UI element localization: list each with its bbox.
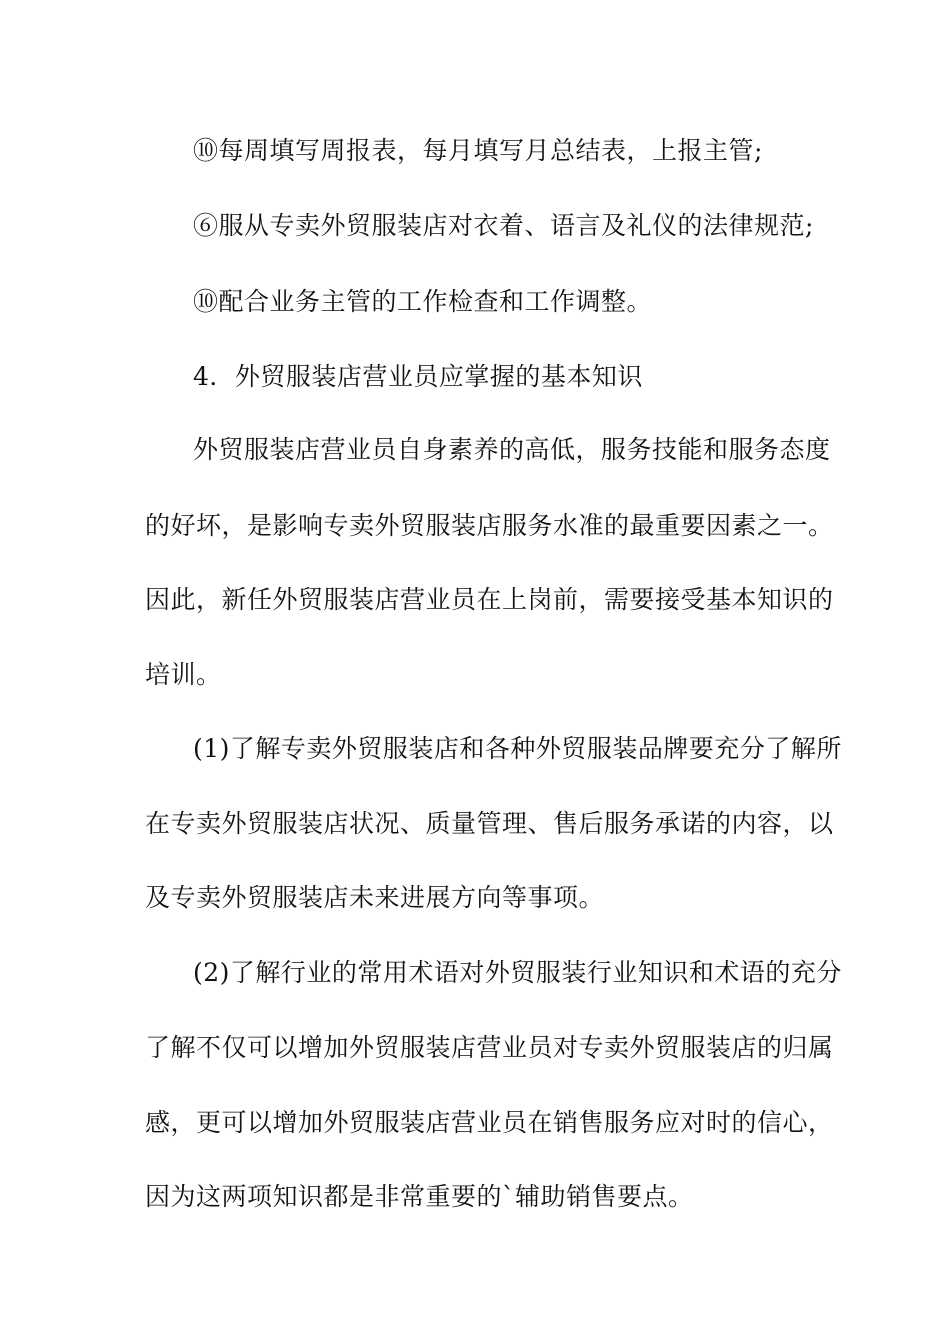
text-line: 外贸服装店营业员自身素养的高低，服务技能和服务态度	[193, 435, 831, 464]
text-line: ⑩每周填写周报表，每月填写月总结表，上报主管;	[193, 136, 763, 165]
text-line: (2)了解行业的常用术语对外贸服装行业知识和术语的充分	[193, 958, 842, 987]
text-line: 感，更可以增加外贸服装店营业员在销售服务应对时的信心，	[145, 1108, 834, 1137]
text-line: 培训。	[145, 660, 222, 689]
text-line: ⑩配合业务主管的工作检查和工作调整。	[193, 287, 653, 316]
text-line: (1)了解专卖外贸服装店和各种外贸服装品牌要充分了解所	[193, 734, 842, 763]
text-line: 在专卖外贸服装店状况、质量管理、售后服务承诺的内容，以	[145, 809, 834, 838]
text-line: 的好坏，是影响专卖外贸服装店服务水准的最重要因素之一。	[145, 511, 834, 540]
text-line: 因为这两项知识都是非常重要的`辅助销售要点。	[145, 1182, 694, 1211]
text-line: 了解不仅可以增加外贸服装店营业员对专卖外贸服装店的归属	[145, 1033, 834, 1062]
text-line: ⑥服从专卖外贸服装店对衣着、语言及礼仪的法律规范;	[193, 211, 814, 240]
text-line: 因此，新任外贸服装店营业员在上岗前，需要接受基本知识的	[145, 585, 834, 614]
section-heading: 4．外贸服装店营业员应掌握的基本知识	[193, 362, 643, 391]
text-line: 及专卖外贸服装店未来进展方向等事项。	[145, 883, 605, 912]
